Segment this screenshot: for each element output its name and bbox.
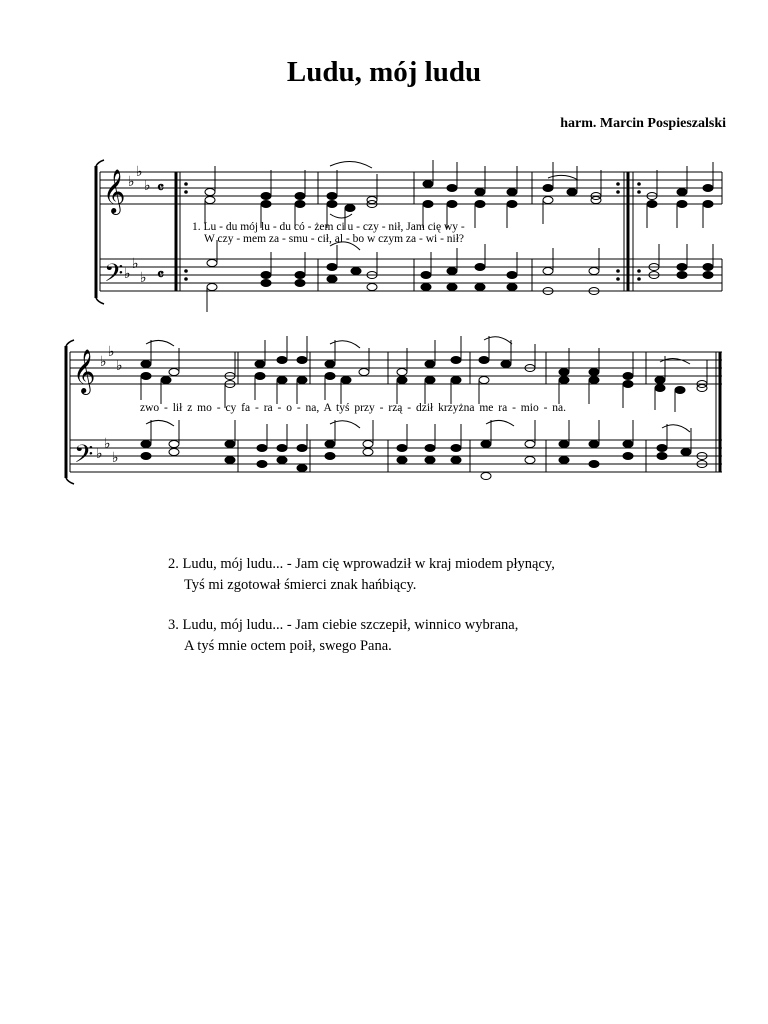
bass-clef-icon: 𝄢 — [104, 259, 124, 294]
page-title: Ludu, mój ludu — [286, 56, 482, 88]
treble-clef-icon: 𝄞 — [103, 169, 126, 213]
verse-3 — [168, 615, 555, 657]
verse-3-line-2: A tyś mnie octem poił, swego Pana. — [184, 638, 392, 654]
treble-clef-icon: 𝄞 — [73, 349, 96, 393]
flat-icon: ♭ — [108, 344, 115, 360]
flat-icon: ♭ — [116, 358, 123, 374]
flat-icon: ♭ — [100, 354, 107, 370]
flat-icon: ♭ — [136, 164, 143, 180]
flat-icon: ♭ — [140, 270, 147, 286]
common-time-icon: 𝄴 — [157, 265, 165, 284]
bass-clef-icon: 𝄢 — [74, 440, 94, 475]
flat-icon: ♭ — [132, 256, 139, 272]
flat-icon: ♭ — [128, 174, 135, 190]
flat-icon: ♭ — [104, 436, 111, 452]
additional-verses — [168, 554, 555, 676]
verse-2-line-1: 2. Ludu, mój ludu... - Jam cię wprowadził w kraj miodem płynący, — [168, 556, 555, 572]
flat-icon: ♭ — [96, 446, 103, 462]
composer-credit: harm. Marcin Pospieszalski — [560, 116, 726, 131]
verse-2-line-2: Tyś mi zgotował śmierci znak hańbiący. — [184, 577, 417, 593]
common-time-icon: 𝄴 — [157, 178, 165, 197]
notes-tenor-bass-1 — [207, 240, 713, 312]
verse-2 — [168, 554, 555, 596]
lyrics-verse1-line: 1. Lu - du mój lu - du có - żem ci u - czy - nił, Jam cię wy - — [192, 221, 465, 233]
notes-tenor-bass-2 — [141, 420, 707, 480]
flat-icon: ♭ — [112, 450, 119, 466]
notes-soprano-1 — [205, 160, 713, 204]
verse-3-line-1: 3. Ludu, mój ludu... - Jam ciebie szczepił, winnico wybrana, — [168, 617, 519, 633]
lyrics-verse1b-line: W czy - mem za - smu - cił, al - bo w czym za - wi - nił? — [204, 233, 465, 245]
flat-icon: ♭ — [124, 266, 131, 282]
lyrics-system2-line: zwo - lił z mo - cy fa - ra - o - na, A tyś przy - rzą - dził krzyżna me ra - mio - na. — [140, 402, 567, 414]
flat-icon: ♭ — [144, 178, 151, 194]
notes-soprano-2 — [141, 336, 707, 388]
